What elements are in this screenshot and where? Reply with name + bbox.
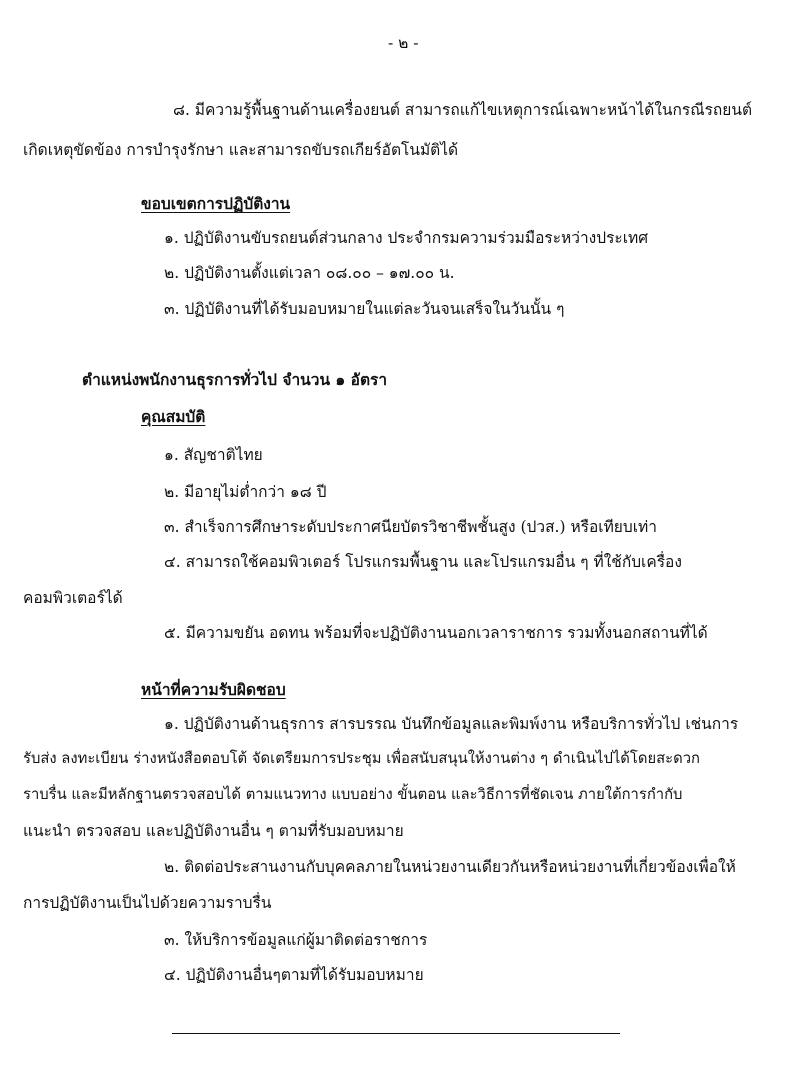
scope-item-2: ๒. ปฏิบัติงานตั้งแต่เวลา ๐๘.๐๐ – ๑๗.๐๐ น. <box>164 264 455 282</box>
scope-item-3: ๓. ปฏิบัติงานที่ได้รับมอบหมายในแต่ละวันจนเสร็จในวันนั้น ๆ <box>164 300 565 318</box>
duty-heading: หน้าที่ความรับผิดชอบ <box>141 680 286 699</box>
duty-1-line1: ๑. ปฏิบัติงานด้านธุรการ สารบรรณ บันทึกข้อมูลและพิมพ์งาน หรือบริการทั่วไป เช่นการ <box>164 715 739 733</box>
qualification-item-4-line1: ๔. สามารถใช้คอมพิวเตอร์ โปรแกรมพื้นฐาน และโปรแกรมอื่น ๆ ที่ใช้กับเครื่อง <box>164 553 682 571</box>
qualification-item-2: ๒. มีอายุไม่ต่ำกว่า ๑๘ ปี <box>164 483 327 501</box>
qualification-item-3: ๓. สำเร็จการศึกษาระดับประกาศนียบัตรวิชาชีพชั้นสูง (ปวส.) หรือเทียบเท่า <box>164 518 657 536</box>
qualification-item-8-line2: เกิดเหตุขัดข้อง การบำรุงรักษา และสามารถขับรถเกียร์อัตโนมัติได้ <box>23 141 459 159</box>
qualification-item-8-line1: ๘. มีความรู้พื้นฐานด้านเครื่องยนต์ สามารถแก้ไขเหตุการณ์เฉพาะหน้าได้ในกรณีรถยนต์ <box>173 101 753 119</box>
qualification-item-4-line2: คอมพิวเตอร์ได้ <box>23 589 123 607</box>
page-number: - ๒ - <box>388 34 419 52</box>
duty-4: ๔. ปฏิบัติงานอื่นๆตามที่ได้รับมอบหมาย <box>164 966 424 984</box>
duty-3: ๓. ให้บริการข้อมูลแก่ผู้มาติดต่อราชการ <box>164 931 428 949</box>
scope-item-1: ๑. ปฏิบัติงานขับรถยนต์ส่วนกลาง ประจำกรมความร่วมมือระหว่างประเทศ <box>164 229 649 247</box>
duty-1-line4: แนะนำ ตรวจสอบ และปฏิบัติงานอื่น ๆ ตามที่รับมอบหมาย <box>23 822 404 840</box>
duty-1-line3: ราบรื่น และมีหลักฐานตรวจสอบได้ ตามแนวทาง แบบอย่าง ขั้นตอน และวิธีการที่ชัดเจน ภายใต้การกำกับ <box>23 786 683 803</box>
qualification-heading: คุณสมบัติ <box>141 407 206 426</box>
qualification-item-1: ๑. สัญชาติไทย <box>164 446 263 464</box>
scope-heading: ขอบเขตการปฏิบัติงาน <box>141 194 291 213</box>
qualification-item-5: ๕. มีความขยัน อดทน พร้อมที่จะปฏิบัติงานนอกเวลาราชการ รวมทั้งนอกสถานที่ได้ <box>164 624 708 642</box>
end-divider <box>172 1033 620 1034</box>
duty-1-line2: รับส่ง ลงทะเบียน ร่างหนังสือตอบโต้ จัดเตรียมการประชุม เพื่อสนับสนุนให้งานต่าง ๆ ดำเนินไปได้โดยสะดวก <box>23 750 700 767</box>
duty-2-line2: การปฏิบัติงานเป็นไปด้วยความราบรื่น <box>23 894 272 912</box>
position-title: ตำแหน่งพนักงานธุรการทั่วไป จำนวน ๑ อัตรา <box>82 370 388 389</box>
duty-2-line1: ๒. ติดต่อประสานงานกับบุคคลภายในหน่วยงานเดียวกันหรือหน่วยงานที่เกี่ยวข้องเพื่อให้ <box>164 858 736 876</box>
